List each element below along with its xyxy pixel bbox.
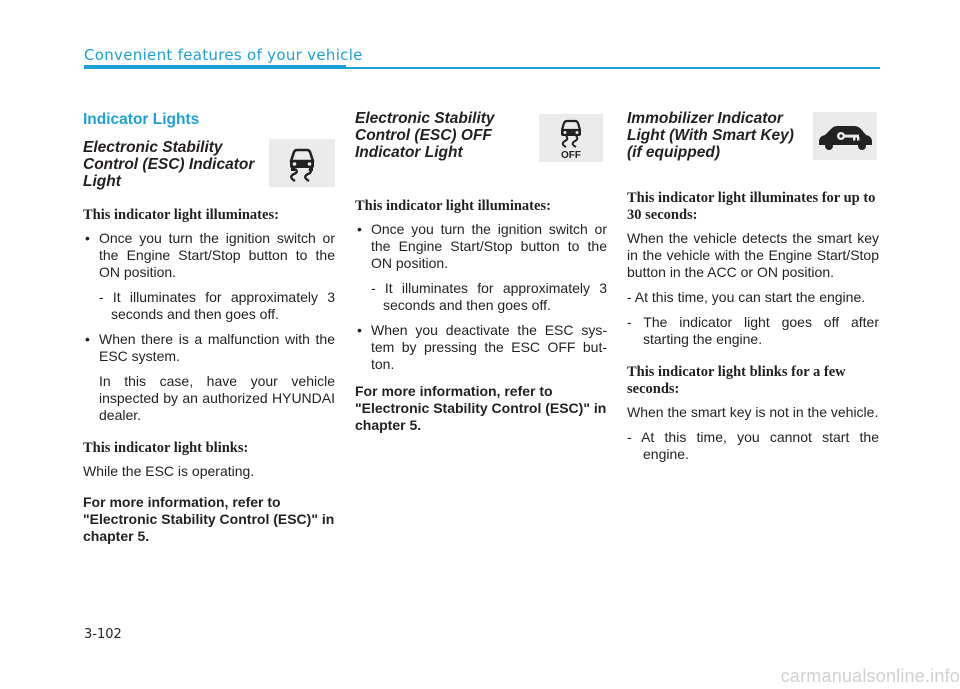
- section-header-title: Convenient features of your vehicle: [84, 46, 363, 64]
- illuminates-text: When the vehicle detects the smart key in the vehicle with the Engine Start/Stop button in the ACC or ON position.: [627, 230, 879, 280]
- illuminates-list: [83, 230, 335, 281]
- list-item: [83, 331, 335, 365]
- esc-off-icon-label: OFF: [561, 150, 581, 159]
- blinks-text: When the smart key is not in the vehicle.: [627, 404, 879, 420]
- note-item: - The indicator light goes off after starting the engine.: [627, 314, 879, 347]
- illuminates-heading: This indicator light illuminates for up to 30 seconds:: [627, 190, 876, 223]
- list-item: [355, 322, 607, 373]
- site-watermark: carmanualsonline.info: [780, 666, 960, 686]
- esc-off-subhead: Electronic Stability Control (ESC) OFF Indicator Light: [355, 110, 495, 161]
- list-item: [83, 230, 335, 281]
- note-item: - At this time, you can start the engine.: [627, 289, 866, 305]
- list-item-text: When you deactivate the ESC sys-tem by pressing the ESC OFF but-ton.: [371, 322, 607, 372]
- header-rule-thick: [84, 65, 346, 69]
- page-number: 3-102: [84, 627, 122, 642]
- esc-skid-car-icon: [269, 139, 335, 187]
- esc-off-heading-block: [355, 110, 607, 186]
- esc-indicator-subhead: Electronic Stability Control (ESC) Indicator Light: [83, 139, 255, 190]
- list-item-text: When there is a malfunction with the ESC system.: [99, 331, 335, 364]
- esc-off-icon: [539, 114, 603, 162]
- illuminates-list: [355, 221, 607, 272]
- immobilizer-heading-block: [627, 110, 879, 182]
- illuminates-heading: This indicator light illuminates:: [83, 207, 279, 223]
- illuminates-list-2: [83, 331, 335, 365]
- immobilizer-car-key-icon: [813, 112, 877, 160]
- blinks-heading: This indicator light blinks for a few seconds:: [627, 364, 846, 397]
- list-item-text: Once you turn the ignition switch or the Engine Start/Stop button to the ON position.: [99, 230, 335, 280]
- esc-indicator-heading-block: [83, 139, 335, 195]
- column-esc-indicator: [83, 110, 335, 545]
- list-item: [355, 221, 607, 272]
- list-item-subnote: - It illuminates for approximately 3 seconds and then goes off.: [371, 280, 607, 313]
- column-esc-off-indicator: [355, 110, 607, 434]
- section-title: Indicator Lights: [83, 111, 200, 128]
- blinks-heading: This indicator light blinks:: [83, 440, 249, 456]
- list-item-subnote: - It illuminates for approximately 3 seconds and then goes off.: [99, 289, 335, 322]
- list-item-subnote: In this case, have your vehicle inspected by an authorized HYUNDAI dealer.: [99, 373, 335, 423]
- note-item: - At this time, you cannot start the engine.: [627, 429, 879, 462]
- blinks-text: While the ESC is operating.: [83, 463, 255, 479]
- column-immobilizer-indicator: [627, 110, 879, 471]
- illuminates-list-2: [355, 322, 607, 373]
- header-rule-thin: [346, 67, 880, 69]
- reference-note: For more information, refer to "Electronic Stability Control (ESC)" in chapter 5.: [83, 494, 335, 544]
- immobilizer-subhead: Immobilizer Indicator Light (With Smart Key) (if equipped): [627, 110, 794, 161]
- list-item-text: Once you turn the ignition switch or the Engine Start/Stop button to the ON position.: [371, 221, 607, 271]
- illuminates-heading: This indicator light illuminates:: [355, 198, 551, 214]
- reference-note: For more information, refer to "Electronic Stability Control (ESC)" in chapter 5.: [355, 383, 607, 433]
